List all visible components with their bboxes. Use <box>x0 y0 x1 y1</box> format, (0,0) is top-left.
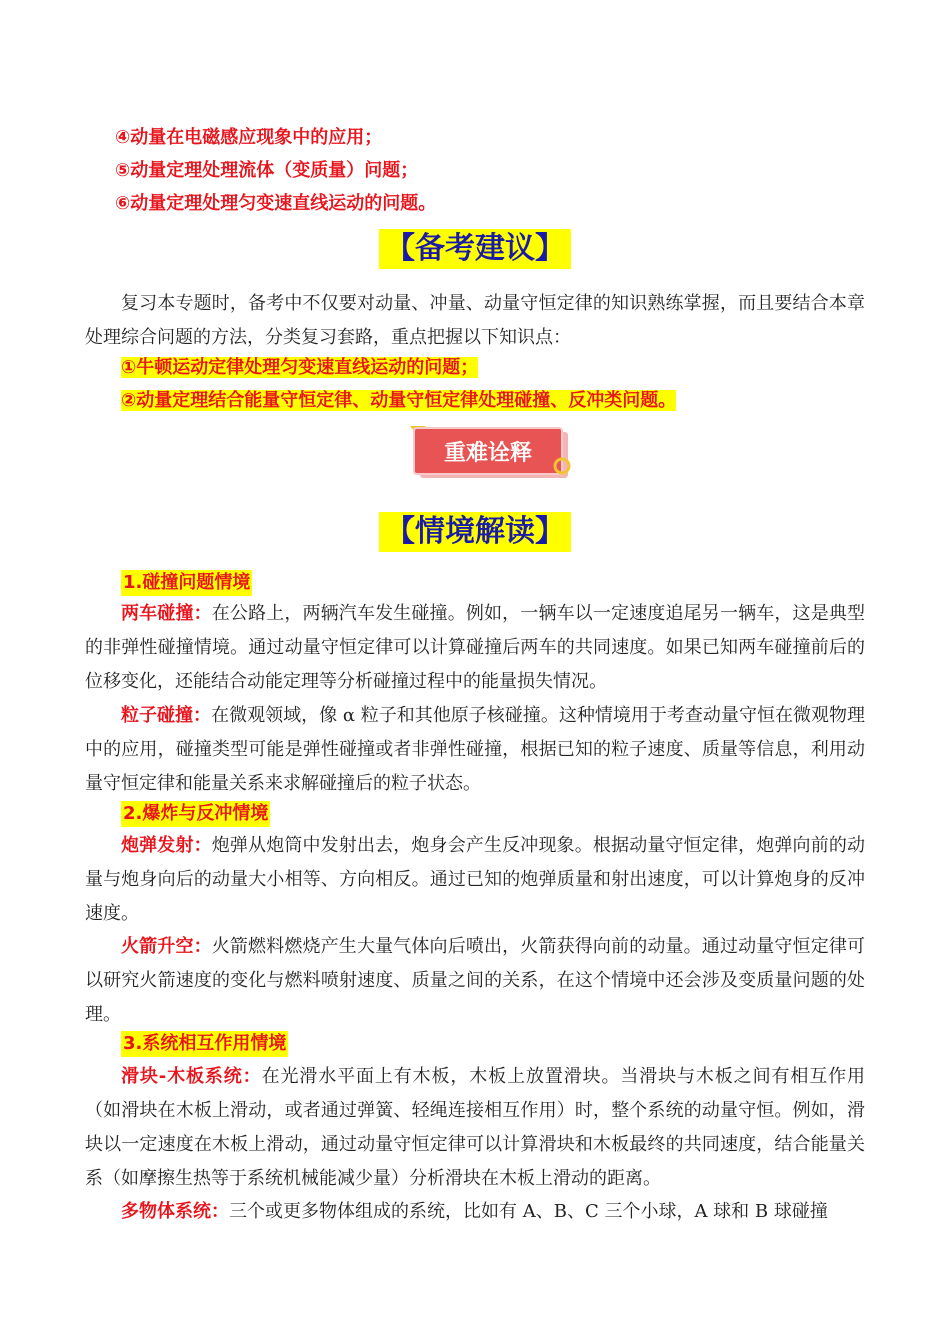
badge-ribbon <box>408 424 574 484</box>
section2-item2 <box>85 930 865 1032</box>
list-item-4: ④动量在电磁感应现象中的应用； <box>115 127 383 148</box>
list-item-5: ⑤动量定理处理流体（变质量）问题； <box>115 160 419 181</box>
term-text: 炮弹从炮筒中发射出去，炮身会产生反冲现象。根据动量守恒定律，炮弹向前的动量与炮身向后的动量大小相等、方向相反。通过已知的炮弹质量和射出速度，可以计算炮身的反冲速度。 <box>85 835 865 924</box>
prep-point-1-text: ①牛顿运动定律处理匀变速直线运动的问题； <box>121 357 479 378</box>
section2-item1 <box>85 829 865 931</box>
term-text: 火箭燃料燃烧产生大量气体向后喷出，火箭获得向前的动量。通过动量守恒定律可以研究火箭速度的变化与燃料喷射速度、质量之间的关系，在这个情境中还会涉及变质量问题的处理。 <box>85 936 865 1025</box>
section3-item2 <box>85 1195 865 1229</box>
prep-point-2 <box>121 389 676 413</box>
list-item-6: ⑥动量定理处理匀变速直线运动的问题。 <box>115 193 437 214</box>
term-label: 炮弹发射： <box>121 835 212 856</box>
term-label: 火箭升空： <box>121 936 212 957</box>
term-text: 在微观领域，像 α 粒子和其他原子核碰撞。这种情境用于考查动量守恒在微观物理中的应用，碰撞类型可能是弹性碰撞或者非弹性碰撞，根据已知的粒子速度、质量等信息，利用动量守恒定律和能量关系来求解碰撞后的粒子状态。 <box>85 705 866 794</box>
prep-point-2-text: ②动量定理结合能量守恒定律、动量守恒定律处理碰撞、反冲类问题。 <box>121 390 677 411</box>
prep-paragraph: 复习本专题时，备考中不仅要对动量、冲量、动量守恒定律的知识熟练掌握，而且要结合本章处理综合问题的方法，分类复习套路，重点把握以下知识点： <box>85 293 865 348</box>
section-title-3: 3.系统相互作用情境 <box>121 1031 288 1057</box>
term-label: 滑块-木板系统： <box>121 1066 262 1087</box>
term-text: 在光滑水平面上有木板，木板上放置滑块。当滑块与木板之间有相互作用（如滑块在木板上滑动，或者通过弹簧、轻绳连接相互作用）时，整个系统的动量守恒。例如，滑块以一定速度在木板上滑动，通过动量守恒定律可以计算滑块和木板最终的共同速度，结合能量关系（如摩擦生热等于系统机械能减少量）分析滑块在木板上滑动的距离。 <box>85 1066 865 1189</box>
badge-label: 重难诠释 <box>443 441 533 466</box>
term-label: 多物体系统： <box>121 1201 229 1222</box>
section-title-2: 2.爆炸与反冲情境 <box>121 801 270 827</box>
section1-item2 <box>85 699 865 801</box>
term-label: 粒子碰撞： <box>121 705 212 726</box>
section1-item1 <box>85 597 865 699</box>
term-text: 三个或更多物体组成的系统，比如有 A、B、C 三个小球，A 球和 B 球碰撞 <box>229 1201 828 1222</box>
prep-point-1 <box>121 356 478 380</box>
section-title-1: 1.碰撞问题情境 <box>121 570 252 596</box>
context-heading-wrap <box>0 512 950 552</box>
prep-heading: 【备考建议】 <box>379 229 571 269</box>
term-label: 两车碰撞： <box>121 603 212 624</box>
context-heading: 【情境解读】 <box>379 512 571 552</box>
prep-heading-wrap <box>0 229 950 269</box>
section3-item1 <box>85 1060 865 1196</box>
term-text: 在公路上，两辆汽车发生碰撞。例如，一辆车以一定速度追尾另一辆车，这是典型的非弹性碰撞情境。通过动量守恒定律可以计算碰撞后两车的共同速度。如果已知两车碰撞前后的位移变化，还能结合动能定理等分析碰撞过程中的能量损失情况。 <box>85 603 865 692</box>
